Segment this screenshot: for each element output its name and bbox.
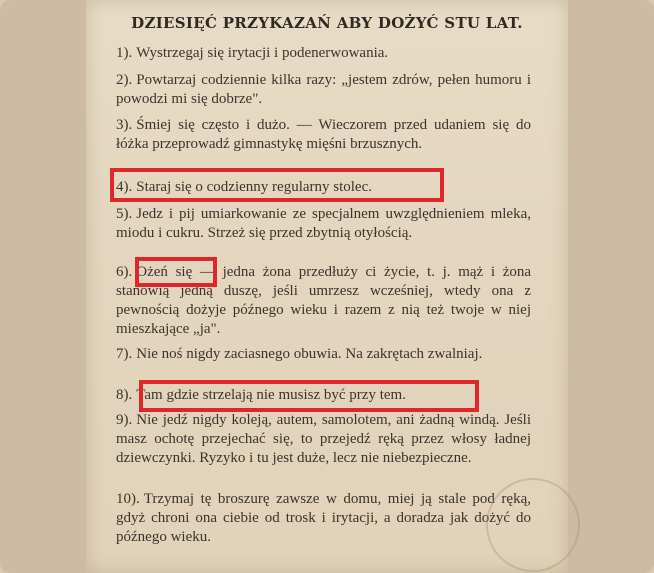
item-text: Trzymaj tę broszurę zawsze w domu, miej ją stale pod ręką, gdyż chroni ona ciebie od trosk i irytacji, a doradza jak dożyć do późnego wieku. [116, 491, 531, 545]
item-text: Wystrzegaj się irytacji i podenerwowania. [136, 45, 389, 61]
item-text: Jedz i pij umiarkowanie ze specjalnem uwzględnieniem mleka, miodu i cukru. Strzeż się przed zbytnią otyłością. [116, 206, 531, 241]
item-text: — jedna żona przedłuży ci życie, t. j. mąż i żona stanowią jedną duszę, jeśli umrzesz wcześniej, wtedy ona z pewnością dożyje późnego wieku i razem z nią też twoje w niej mieszkające „ja". [116, 264, 532, 337]
item-number: 5). [116, 206, 133, 222]
highlight-box-item-6 [135, 257, 217, 287]
item-number: 6). [116, 264, 133, 280]
highlight-box-item-4 [110, 168, 444, 202]
item-number: 10). [116, 491, 140, 507]
item-text: Śmiej się często i dużo. — Wieczorem przed udaniem się do łóżka przeprowadź gimnastykę mięśni brzusznych. [116, 117, 531, 152]
list-item [116, 44, 531, 63]
item-number: 7). [116, 346, 133, 362]
item-number: 2). [116, 72, 133, 88]
item-highlight-text: Ożeń się [136, 264, 193, 280]
item-number: 8). [116, 387, 133, 403]
list-item [116, 490, 531, 547]
item-text: Tam gdzie strzelają nie musisz być przy tem. [136, 387, 406, 403]
item-text: Nie noś nigdy zaciasnego obuwia. Na zakrętach zwalniaj. [136, 346, 483, 362]
list-item [116, 411, 531, 468]
item-text: Powtarzaj codziennie kilka razy: „jestem zdrów, pełen humoru i powodzi mi się dobrze". [116, 72, 531, 107]
list-item [116, 116, 531, 154]
item-number: 3). [116, 117, 133, 133]
list-item [116, 205, 531, 243]
item-number: 4). [116, 179, 133, 195]
page-title: DZIESIĘĆ PRZYKAZAŃ ABY DOŻYĆ STU LAT. [131, 14, 523, 32]
item-number: 9). [116, 412, 133, 428]
list-item [116, 71, 531, 109]
highlight-box-item-8 [139, 380, 479, 412]
item-text: Staraj się o codzienny regularny stolec. [136, 179, 373, 195]
list-item [116, 345, 531, 364]
item-text: Nie jedź nigdy koleją, autem, samolotem, ani żadną windą. Jeśli masz ochotę przejechać się, to przejedź ręką przez włosy ładnej dziewczynki. Ryzyko i tu jest duże, lecz nie niebezpieczne. [116, 412, 531, 466]
watermark-stamp [486, 478, 580, 572]
item-number: 1). [116, 45, 133, 61]
